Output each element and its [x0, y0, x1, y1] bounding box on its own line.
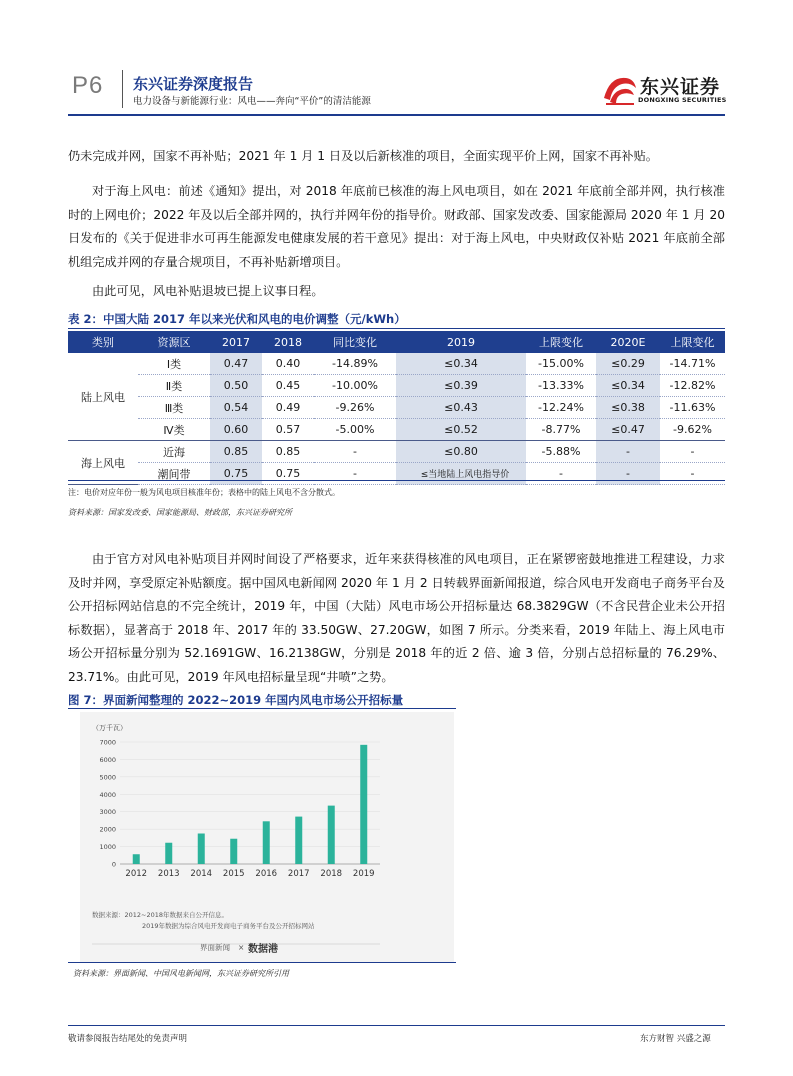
- y-tick-label: 3000: [99, 808, 116, 817]
- brand-datagang: 数据港: [248, 944, 278, 955]
- table-cell: ≤0.47: [596, 419, 660, 441]
- bar: [230, 839, 237, 864]
- x-tick-label: 2019: [352, 869, 375, 879]
- table-row: [68, 375, 725, 397]
- y-tick-label: 7000: [99, 738, 116, 747]
- bar-chart: [80, 712, 454, 962]
- table-cell: 0.75: [262, 463, 314, 485]
- tariff-table: [68, 331, 725, 485]
- table-cell: -: [314, 441, 396, 463]
- table-title-rule: [68, 328, 725, 329]
- table-cell: -9.62%: [660, 419, 725, 441]
- figure-title-rule: [68, 708, 456, 709]
- table-cell: -5.88%: [526, 441, 596, 463]
- table-note: 注：电价对应年份一般为风电项目核准年份；表格中的陆上风电不含分散式。: [68, 488, 340, 497]
- page-number: P6: [72, 72, 104, 99]
- table-cell: 近海: [138, 441, 210, 463]
- table-cell: ≤0.80: [396, 441, 526, 463]
- y-tick-label: 1000: [99, 843, 116, 852]
- table-cell: ≤0.34: [396, 353, 526, 375]
- y-tick-label: 0: [111, 860, 116, 869]
- table-cell: Ⅱ类: [138, 375, 210, 397]
- table-cell: -: [660, 463, 725, 485]
- x-tick-label: 2018: [320, 869, 343, 879]
- y-tick-label: 2000: [99, 825, 116, 834]
- table-cell: 0.45: [262, 375, 314, 397]
- header-cell: 同比变化: [314, 331, 396, 353]
- table-cell: 0.85: [262, 441, 314, 463]
- table-cell: 0.49: [262, 397, 314, 419]
- table-cell: -5.00%: [314, 419, 396, 441]
- paragraph-1: 仍未完成并网，国家不再补贴；2021 年 1 月 1 日及以后新核准的项目，全面实现平价上网，国家不再补贴。: [68, 149, 658, 163]
- table-cell: ≤0.43: [396, 397, 526, 419]
- header-cell: 2018: [262, 331, 314, 353]
- header-cell: 2020E: [596, 331, 660, 353]
- table-cell: -12.82%: [660, 375, 725, 397]
- report-subtitle: 电力设备与新能源行业：风电——奔向“平价”的清洁能源: [133, 96, 371, 107]
- table-source: 资料来源：国家发改委、国家能源局、财政部，东兴证券研究所: [68, 508, 292, 517]
- x-tick-label: 2014: [190, 869, 213, 879]
- logo-english: DONGXING SECURITIES: [638, 96, 727, 104]
- table-row: [68, 463, 725, 485]
- table-cell: 0.47: [210, 353, 262, 375]
- y-tick-label: 5000: [99, 773, 116, 782]
- footer-rule: [68, 1025, 725, 1026]
- table-cell: -14.89%: [314, 353, 396, 375]
- header-cell: 类别: [68, 331, 138, 353]
- bar: [198, 834, 205, 865]
- table-cell: -: [526, 463, 596, 485]
- bar: [295, 817, 302, 864]
- table-row: [68, 397, 725, 419]
- company-logo-icon: [600, 68, 640, 108]
- table-cell: ≤0.39: [396, 375, 526, 397]
- table-cell: 0.57: [262, 419, 314, 441]
- chart-note: 数据来源：2012~2018年数据来自公开信息。: [92, 911, 229, 919]
- table-cell: -14.71%: [660, 353, 725, 375]
- y-axis-label: （万千瓦）: [92, 724, 127, 732]
- x-tick-label: 2015: [222, 869, 245, 879]
- header-separator: [122, 70, 123, 108]
- table-row: [68, 353, 725, 375]
- group-label-offshore: 海上风电: [68, 441, 138, 485]
- paragraph-3: 由此可见，风电补贴退坡已提上议事日程。: [92, 284, 324, 298]
- table-cell: Ⅳ类: [138, 419, 210, 441]
- table-cell: -: [596, 463, 660, 485]
- header-rule: [68, 114, 725, 116]
- table-cell: ≤0.38: [596, 397, 660, 419]
- y-tick-label: 4000: [99, 790, 116, 799]
- table-cell: -15.00%: [526, 353, 596, 375]
- bar: [360, 745, 367, 864]
- table-cell: ≤当地陆上风电指导价: [396, 463, 526, 485]
- bar: [133, 854, 140, 864]
- y-tick-label: 6000: [99, 755, 116, 764]
- table-row: [68, 441, 725, 463]
- table-cell: 潮间带: [138, 463, 210, 485]
- header-cell: 上限变化: [660, 331, 725, 353]
- table-cell: 0.85: [210, 441, 262, 463]
- table-cell: Ⅰ类: [138, 353, 210, 375]
- table-cell: -: [660, 441, 725, 463]
- figure-title: 图 7：界面新闻整理的 2022~2019 年国内风电市场公开招标量: [68, 693, 404, 707]
- figure-bottom-rule: [68, 962, 456, 963]
- x-tick-label: 2012: [125, 869, 148, 879]
- table-header-row: [68, 331, 725, 353]
- table-cell: 0.60: [210, 419, 262, 441]
- table-cell: Ⅲ类: [138, 397, 210, 419]
- table-cell: -: [596, 441, 660, 463]
- x-tick-label: 2016: [255, 869, 278, 879]
- paragraph-2: 对于海上风电：前述《通知》提出，对 2018 年底前已核准的海上风电项目，如在 2021 年底前全部并网，执行核准时的上网电价；2022 年及以后全部并网的，执行并网年份的指导价。财政部、国家发改委、国家能源局 2020 年 1 月 20 日发布的《关于促进非水可再生能源发电健康发展的若干意见》提出：对于海上风电，中央财政仅补贴 2021 年底前全部机组完成并网的存量合规项目，不再补贴新增项目。: [68, 184, 725, 269]
- table-cell: 0.54: [210, 397, 262, 419]
- table-cell: -8.77%: [526, 419, 596, 441]
- header-cell: 2019: [396, 331, 526, 353]
- table-cell: ≤0.52: [396, 419, 526, 441]
- table-bottom-rule: [68, 480, 725, 481]
- chart-note: 2019年数据为综合风电开发商电子商务平台及公开招标网站: [142, 922, 315, 930]
- table-cell: -11.63%: [660, 397, 725, 419]
- table-cell: ≤0.29: [596, 353, 660, 375]
- footer-slogan: 东方财智 兴盛之源: [640, 1034, 711, 1044]
- bar: [328, 806, 335, 864]
- table-cell: 0.75: [210, 463, 262, 485]
- footer-disclaimer: 敬请参阅报告结尾处的免责声明: [68, 1034, 188, 1044]
- bar: [165, 843, 172, 864]
- table-cell: -13.33%: [526, 375, 596, 397]
- x-tick-label: 2013: [157, 869, 180, 879]
- table-cell: ≤0.34: [596, 375, 660, 397]
- table-cell: -: [314, 463, 396, 485]
- logo-text: 东兴证券: [640, 76, 721, 98]
- group-label-onshore: 陆上风电: [68, 353, 138, 441]
- header-cell: 资源区: [138, 331, 210, 353]
- x-tick-label: 2017: [287, 869, 310, 879]
- table-title: 表 2：中国大陆 2017 年以来光伏和风电的电价调整（元/kWh）: [68, 312, 406, 326]
- bar: [263, 821, 270, 864]
- table-row: [68, 419, 725, 441]
- table-cell: 0.50: [210, 375, 262, 397]
- table-cell: 0.40: [262, 353, 314, 375]
- header-cell: 2017: [210, 331, 262, 353]
- figure-source: 资料来源：界面新闻、中国风电新闻网，东兴证券研究所引用: [73, 969, 289, 978]
- table-cell: -12.24%: [526, 397, 596, 419]
- brand-jiemian: 界面新闻: [200, 943, 230, 952]
- brand-times: ×: [238, 943, 245, 952]
- report-title: 东兴证券深度报告: [133, 75, 254, 93]
- table-cell: -10.00%: [314, 375, 396, 397]
- paragraph-4: 由于官方对风电补贴项目并网时间设了严格要求，近年来获得核准的风电项目，正在紧锣密鼓地推进工程建设，力求及时并网，享受原定补贴额度。据中国风电新闻网 2020 年 1 月 2 日转载界面新闻报道，综合风电开发商电子商务平台及公开招标网站信息的不完全统计，2019 年，中国（大陆）风电市场公开招标量达 68.3829GW（不含民营企业未公开招标数据），显著高于 2018 年、2017 年的 33.50GW、27.20GW，如图 7 所示。分类来看，2019 年陆上、海上风电市场公开招标量分别为 52.1691GW、16.2138GW，分别是 2018 年的近 2 倍、逾 3 倍，分别占总招标量的 76.29%、23.71%。由此可见，2019 年风电招标量呈现“井喷”之势。: [68, 552, 725, 684]
- table-cell: -9.26%: [314, 397, 396, 419]
- figure-panel: [80, 712, 454, 962]
- header-cell: 上限变化: [526, 331, 596, 353]
